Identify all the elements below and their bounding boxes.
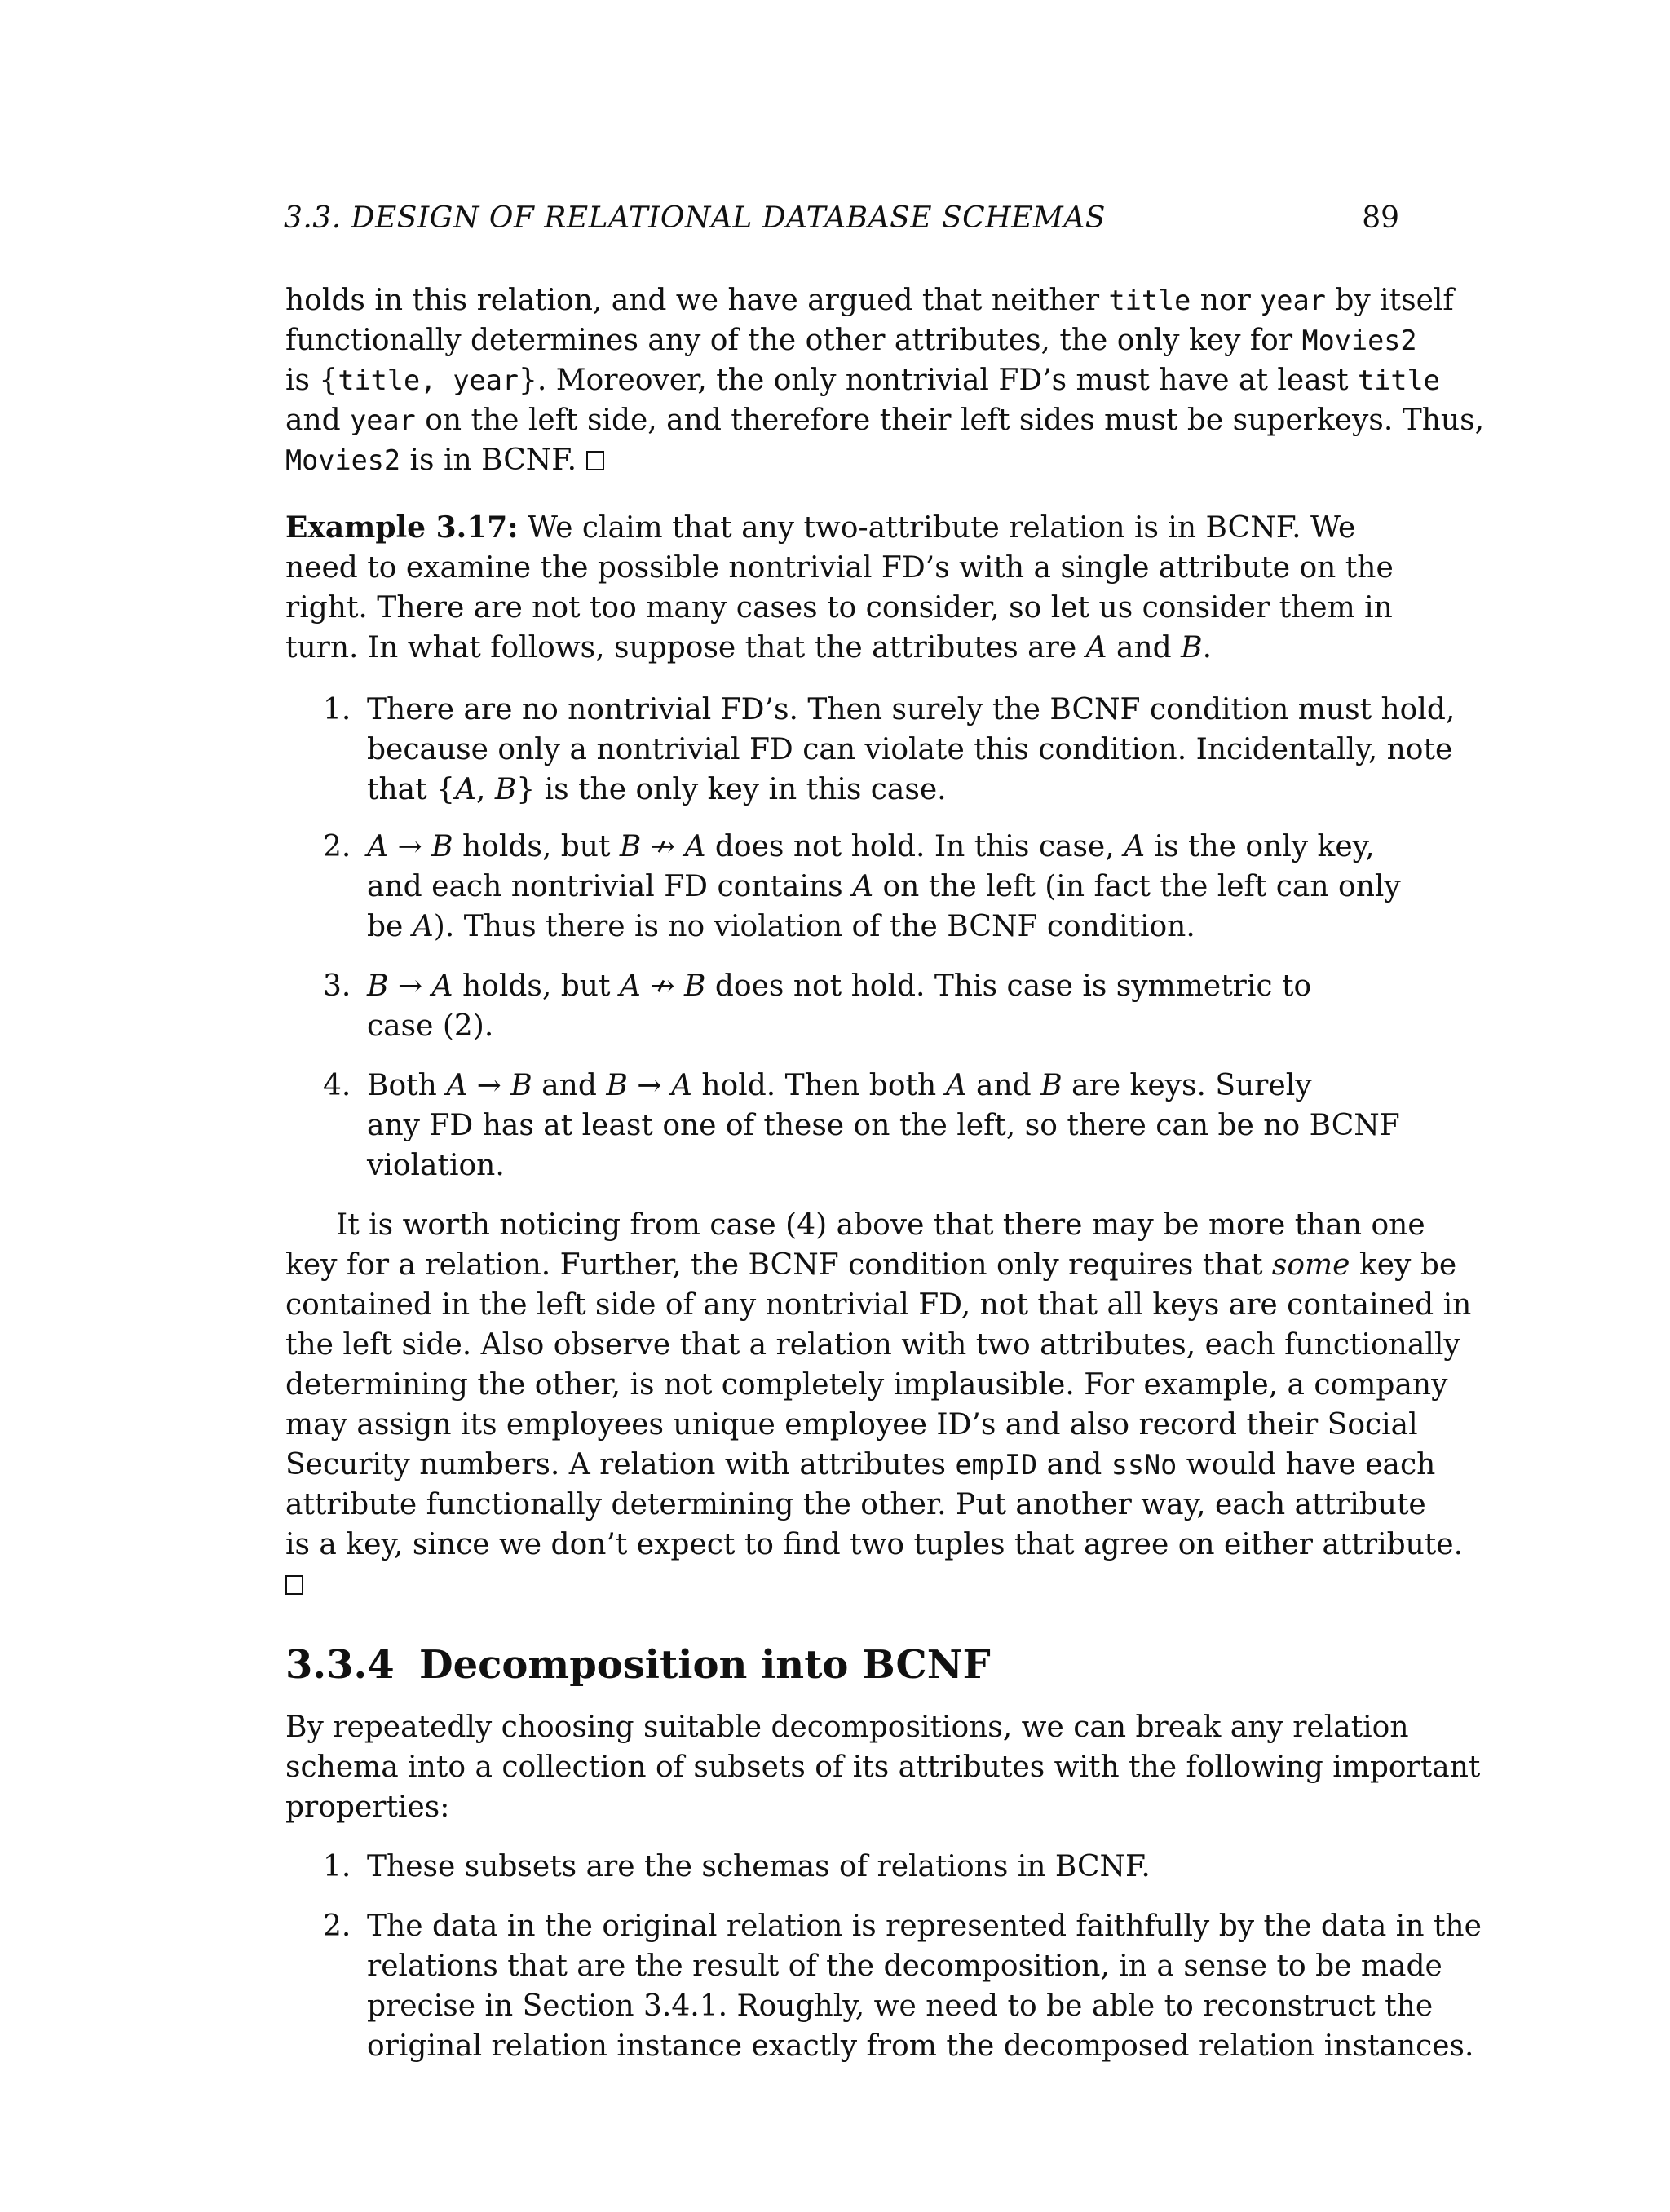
text-line: There are no nontrivial FD’s. Then surely the BCNF condition must hold, <box>367 693 1456 726</box>
text-line: be A). Thus there is no violation of the BCNF condition. <box>367 910 1195 943</box>
example-label: Example 3.17: <box>285 510 519 545</box>
text-line: relations that are the result of the decomposition, in a sense to be made <box>367 1949 1442 1983</box>
text-line: and each nontrivial FD contains A on the left (in fact the left can only <box>367 870 1401 903</box>
text-line: It is worth noticing from case (4) above that there may be more than one <box>336 1208 1425 1242</box>
text-line: and year on the left side, and therefore their left sides must be superkeys. Thus, <box>285 404 1485 437</box>
running-header <box>284 197 1399 240</box>
text-line: The data in the original relation is represented faithfully by the data in the <box>367 1910 1482 1943</box>
text-line: violation. <box>367 1149 505 1182</box>
text-line: that {A, B} is the only key in this case. <box>367 773 947 806</box>
property-list: 1. These subsets are the schemas of relations in BCNF. 2. The data in the original relation is represented faithfully by the data in the relations that are the result of the decomposition, in a sense to be made precise in Section 3.4.1. Roughly, we need to be able to reconstruct the original relation instance exactly from the decomposed relation instances. <box>285 0 1399 1</box>
end-of-example-icon <box>586 451 604 470</box>
text-line: may assign its employees unique employee ID’s and also record their Social <box>285 1408 1418 1442</box>
text-line: key for a relation. Further, the BCNF condition only requires that some key be <box>285 1248 1457 1282</box>
text-line: Security numbers. A relation with attributes empID and ssNo would have each <box>285 1448 1436 1481</box>
text-line: contained in the left side of any nontrivial FD, not that all keys are contained in <box>285 1288 1472 1322</box>
end-of-example-icon <box>285 1575 303 1595</box>
text-line: is {title, year}. Moreover, the only nontrivial FD’s must have at least title <box>285 364 1440 397</box>
text-line: precise in Section 3.4.1. Roughly, we need to be able to reconstruct the <box>367 1989 1434 2023</box>
text-line: right. There are not too many cases to consider, so let us consider them in <box>285 591 1393 625</box>
text-line: B → A holds, but A ↛ B does not hold. This case is symmetric to <box>367 969 1312 1003</box>
text-line: case (2). <box>367 1009 494 1043</box>
text-line: These subsets are the schemas of relations in BCNF. <box>367 1850 1151 1883</box>
section-title: Decomposition into BCNF <box>419 1642 991 1688</box>
text-line: Both A → B and B → A hold. Then both A and B are keys. Surely <box>367 1069 1312 1102</box>
example-block <box>285 508 1399 668</box>
text-line: schema into a collection of subsets of its attributes with the following important <box>285 1751 1481 1784</box>
paragraph-continuation <box>285 280 1485 480</box>
paragraph <box>285 1205 1472 1605</box>
text-line: because only a nontrivial FD can violate this condition. Incidentally, note <box>367 733 1453 766</box>
text-line: properties: <box>285 1790 450 1824</box>
text-line: any FD has at least one of these on the left, so there can be no BCNF <box>367 1109 1400 1142</box>
text-line: A → B holds, but B ↛ A does not hold. In this case, A is the only key, <box>367 830 1375 863</box>
page-number: 89 <box>1362 201 1399 235</box>
text-line <box>285 1565 1399 1605</box>
running-header-title: 3.3. DESIGN OF RELATIONAL DATABASE SCHEMAS <box>284 201 1106 235</box>
text-line: original relation instance exactly from the decomposed relation instances. <box>367 2029 1474 2063</box>
text-line: Movies2 is in BCNF. <box>285 440 1399 480</box>
text-line: functionally determines any of the other attributes, the only key for Movies2 <box>285 324 1417 357</box>
text-line: turn. In what follows, suppose that the attributes are A and B. <box>285 631 1213 664</box>
paragraph <box>285 1707 1481 1827</box>
text-line: the left side. Also observe that a relation with two attributes, each functionally <box>285 1328 1460 1362</box>
section-number: 3.3.4 <box>285 1642 395 1688</box>
text-line: By repeatedly choosing suitable decompositions, we can break any relation <box>285 1711 1409 1744</box>
text-line: Example 3.17: We claim that any two-attribute relation is in BCNF. We <box>285 510 1356 545</box>
text-line: determining the other, is not completely implausible. For example, a company <box>285 1368 1448 1402</box>
case-list: 1. There are no nontrivial FD’s. Then surely the BCNF condition must hold, because only a nontrivial FD can violate this condition. Incidentally, note that {A, B} is the only key in this case. 2. A → B holds, but B ↛ A does not hold. In this case, A is the only key, and each nontrivial FD contains A on the left (in fact the left can only be A). Thus there is no violation of the BCNF condition. 3. B → A holds, but A ↛ B does not hold. This case is symmetric to case (2). 4. Both A → B and B → A hold. Then both A and B are keys. Surely any FD has at least one of these on the left, so there can be no BCNF violation. <box>285 0 1399 1</box>
text-line: attribute functionally determining the other. Put another way, each attribute <box>285 1488 1426 1521</box>
text-line: holds in this relation, and we have argued that neither title nor year by itself <box>285 284 1454 317</box>
section-heading <box>285 1640 991 1689</box>
text-line: need to examine the possible nontrivial FD’s with a single attribute on the <box>285 551 1394 585</box>
text-line: is a key, since we don’t expect to find two tuples that agree on either attribute. <box>285 1528 1464 1561</box>
